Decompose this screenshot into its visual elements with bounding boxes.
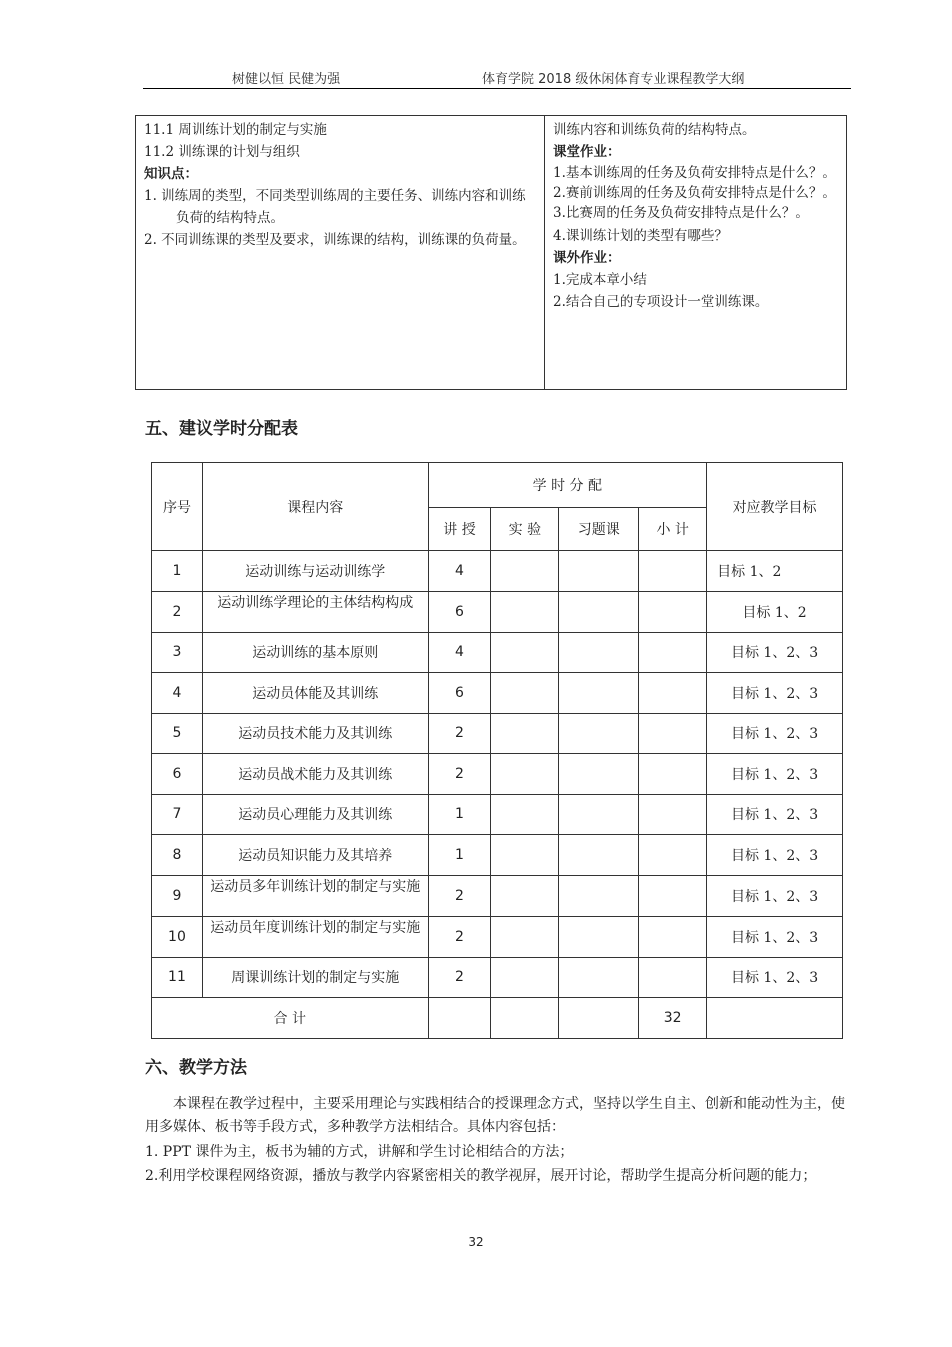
row-goal: 目标 1、2、3 — [707, 754, 843, 795]
class-homework-title: 课堂作业： — [553, 144, 621, 160]
section-11-1: 11.1 周训练计划的制定与实施 — [144, 122, 327, 138]
row-goal: 目标 1、2、3 — [707, 875, 843, 916]
row-content: 周课训练计划的制定与实施 — [202, 957, 428, 998]
knowledge-points-title: 知识点： — [144, 166, 198, 182]
row-seq: 7 — [152, 794, 203, 835]
row-content: 运动员心理能力及其训练 — [202, 794, 428, 835]
row-goal: 目标 1、2 — [707, 591, 843, 632]
row-lecture: 1 — [428, 794, 491, 835]
row-content: 运动员年度训练计划的制定与实施 — [202, 916, 428, 957]
row-lecture: 2 — [428, 957, 491, 998]
method-paragraph-3: 2.利用学校课程网络资源，播放与教学内容紧密相关的教学视屏，展开讨论，帮助学生提高分析问题的能力； — [145, 1168, 817, 1184]
row-lecture: 6 — [428, 673, 491, 714]
section5-title: 五、建议学时分配表 — [145, 419, 298, 439]
row-content: 运动员技术能力及其训练 — [202, 713, 428, 754]
section-11-2: 11.2 训练课的计划与组织 — [144, 144, 300, 160]
row-content: 运动员多年训练计划的制定与实施 — [202, 875, 428, 916]
chapter-content-table — [135, 115, 847, 390]
row-lecture: 2 — [428, 754, 491, 795]
page-number: 32 — [468, 1235, 484, 1249]
row-content: 运动训练与运动训练学 — [202, 551, 428, 592]
total-value: 32 — [639, 998, 707, 1039]
table-row — [152, 835, 843, 876]
chapter-right-cell — [545, 116, 847, 390]
header-seq: 序号 — [152, 463, 203, 551]
row-seq: 11 — [152, 957, 203, 998]
chapter-left-cell — [136, 116, 545, 390]
row-goal: 目标 1、2、3 — [707, 632, 843, 673]
row-seq: 9 — [152, 875, 203, 916]
total-row — [152, 998, 843, 1039]
row-goal: 目标 1、2、3 — [707, 673, 843, 714]
continued-text: 训练内容和训练负荷的结构特点。 — [553, 122, 756, 138]
row-seq: 8 — [152, 835, 203, 876]
row-seq: 6 — [152, 754, 203, 795]
header-title: 体育学院 2018 级休闲体育专业课程教学大纲 — [482, 72, 745, 87]
method-paragraph-2: 1. PPT 课件为主，板书为辅的方式，讲解和学生讨论相结合的方法； — [145, 1144, 574, 1160]
table-row — [152, 957, 843, 998]
row-seq: 5 — [152, 713, 203, 754]
header-content: 课程内容 — [202, 463, 428, 551]
row-content: 运动训练学理论的主体结构构成 — [202, 591, 428, 632]
table-row — [152, 551, 843, 592]
row-lecture: 4 — [428, 632, 491, 673]
hours-table — [151, 462, 843, 1039]
header-lecture: 讲 授 — [428, 508, 491, 551]
header-subtotal: 小 计 — [639, 508, 707, 551]
section6-title: 六、教学方法 — [145, 1058, 247, 1078]
table-row — [152, 632, 843, 673]
row-content: 运动员战术能力及其训练 — [202, 754, 428, 795]
header-alloc: 学 时 分 配 — [428, 463, 707, 508]
header-goal: 对应教学目标 — [707, 463, 843, 551]
table-row — [152, 673, 843, 714]
table-row — [152, 591, 843, 632]
table-row — [152, 713, 843, 754]
class-question-1: 1.基本训练周的任务及负荷安排特点是什么？。 — [553, 165, 836, 181]
header-exercise: 习题课 — [559, 508, 639, 551]
row-content: 运动训练的基本原则 — [202, 632, 428, 673]
row-lecture: 2 — [428, 875, 491, 916]
row-content: 运动员体能及其训练 — [202, 673, 428, 714]
header-motto: 树健以恒 民健为强 — [232, 72, 341, 87]
knowledge-point-1: 1. 训练周的类型，不同类型训练周的主要任务、训练内容和训练负荷的结构特点。 — [144, 188, 526, 226]
row-goal: 目标 1、2、3 — [707, 794, 843, 835]
row-lecture: 2 — [428, 713, 491, 754]
row-seq: 2 — [152, 591, 203, 632]
row-lecture: 1 — [428, 835, 491, 876]
table-row — [152, 916, 843, 957]
table-row — [152, 794, 843, 835]
row-seq: 3 — [152, 632, 203, 673]
class-question-4: 4.课训练计划的类型有哪些？ — [553, 228, 728, 244]
header-lab: 实 验 — [491, 508, 559, 551]
outside-task-2: 2.结合自己的专项设计一堂训练课。 — [553, 294, 769, 310]
row-lecture: 4 — [428, 551, 491, 592]
row-goal: 目标 1、2、3 — [707, 916, 843, 957]
knowledge-point-2: 2. 不同训练课的类型及要求，训练课的结构，训练课的负荷量。 — [144, 232, 526, 248]
total-label: 合 计 — [152, 998, 429, 1039]
row-seq: 1 — [152, 551, 203, 592]
outside-task-1: 1.完成本章小结 — [553, 272, 647, 288]
header-rule — [143, 88, 851, 89]
row-goal: 目标 1、2、3 — [707, 835, 843, 876]
table-row — [152, 754, 843, 795]
row-goal: 目标 1、2 — [707, 551, 843, 592]
method-paragraph-1: 本课程在教学过程中，主要采用理论与实践相结合的授课理念方式，坚持以学生自主、创新和能动性为主，使用多媒体、板书等手段方式，多种教学方法相结合。具体内容包括： — [145, 1096, 845, 1135]
row-goal: 目标 1、2、3 — [707, 957, 843, 998]
outside-homework-title: 课外作业： — [553, 250, 621, 266]
row-seq: 10 — [152, 916, 203, 957]
row-goal: 目标 1、2、3 — [707, 713, 843, 754]
row-seq: 4 — [152, 673, 203, 714]
row-lecture: 2 — [428, 916, 491, 957]
row-content: 运动员知识能力及其培养 — [202, 835, 428, 876]
table-row — [152, 875, 843, 916]
row-lecture: 6 — [428, 591, 491, 632]
class-question-3: 3.比赛周的任务及负荷安排特点是什么？。 — [553, 205, 809, 221]
class-question-2: 2.赛前训练周的任务及负荷安排特点是什么？。 — [553, 185, 836, 201]
